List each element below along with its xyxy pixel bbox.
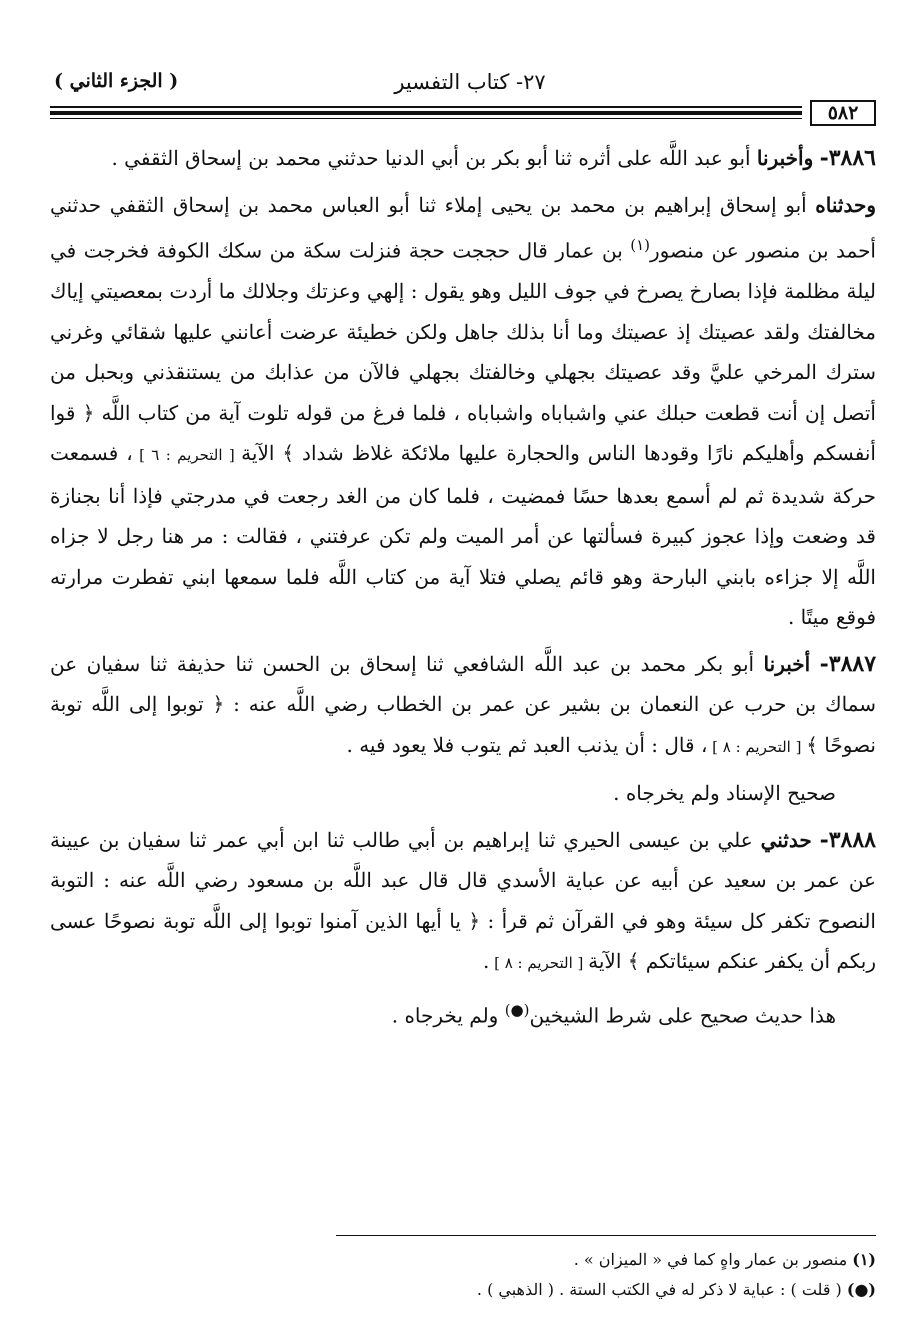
paragraph-text: أبو بكر محمد بن عبد اللَّه الشافعي ثنا إسحاق بن الحسن ثنا حذيفة ثنا سفيان عن سماك بن حرب عن النعمان بن بشير عن عمر بن الخطاب رضي اللَّه عنه : ﴿ توبوا إلى اللَّه توبة نصوحًا ﴾ (50, 651, 876, 757)
hadith-number: ٣٨٨٧- (819, 650, 877, 677)
hadith-3886 (50, 138, 876, 179)
running-header (50, 68, 876, 98)
hadith-3887 (50, 644, 876, 768)
rule-line (50, 118, 802, 119)
paragraph-text: . (482, 949, 490, 974)
paragraph-text: ، قال : أن يذنب العبد ثم يتوب فلا يعود فيه . (346, 732, 708, 757)
paragraph-text: هذا حديث صحيح على شرط الشيخين (529, 1003, 836, 1028)
footnote-ref[interactable]: (●) (504, 1000, 530, 1019)
verse-reference: [ التحريم : ٨ ] (707, 737, 807, 756)
paragraph-text: أبو عبد اللَّه على أثره ثنا أبو بكر بن أبي الدنيا حدثني محمد بن إسحاق الثقفي . (111, 146, 757, 170)
narration-keyword: وأخبرنا (756, 146, 814, 170)
paragraph-text: ، فسمعت حركة شديدة ثم لم أسمع بعدها حسًا فمضيت ، فلما كان من الغد رجعت في مدرجتي فإذا أنا بجنازة قد وضعت وإذا عجوز كبيرة فسألتها عن أمر الميت ولم تكن عرفتني ، فقالت : مر هنا رجل لا جزاه اللَّه إلا جزاءه بابني البارحة وهو قائم يصلي فتلا آية من كتاب اللَّه فلما سمعها ابني تفطرت مرارته فوقع ميتًا . (50, 441, 876, 630)
grading-note (50, 773, 876, 814)
narration-keyword: أخبرنا (763, 651, 811, 676)
volume-label: ( الجزء الثاني ) (54, 70, 179, 92)
footnote-text: ( قلت ) : عباية لا ذكر له في الكتب الستة . ( الذهبي ) . (476, 1280, 847, 1299)
page (50, 60, 876, 1310)
paragraph-text: صحيح الإسناد ولم يخرجاه . (613, 781, 836, 806)
paragraph-text: بن عمار قال حججت حجة فنزلت سكة من سكك الكوفة فخرجت في ليلة مظلمة فإذا بصارخ يصرخ في جوف الليل وهو يقول : إلهي وعزتك وجلالك ما أردت بمعصيتي إياك مخالفتك ولقد عصيتك إذ عصيتك وما أنا بذلك جاهل ولكن خطيئة عرضت أعانني عليها شقائي وغرني سترك المرخي عليَّ وقد عصيتك بجهلي وخالفتك بجهلي فالآن من عذابك من يستنقذني وبحبل من أتصل إن أنت قطعت حبلك عني واشباباه واشباباه ، فلما فرغ من قوله تلوت آية من كتاب اللَّه ﴿ قوا أنفسكم وأهليكم نارًا وقودها الناس والحجارة عليها ملائكة غلاظ شداد ﴾ الآية (50, 238, 876, 466)
footnote-separator (336, 1235, 876, 1236)
main-text (50, 138, 876, 1042)
verse-reference: [ التحريم : ٨ ] (489, 954, 589, 973)
page-number: ٥٨٢ (810, 100, 876, 126)
hadith-3886-chain-2 (50, 185, 876, 638)
footnote-text: منصور بن عمار واهٍ كما في « الميزان » . (573, 1250, 853, 1269)
narration-keyword: حدثني (760, 827, 812, 852)
verse-reference: [ التحريم : ٦ ] (132, 446, 242, 465)
footnote-2 (50, 1275, 876, 1305)
footnote-1 (50, 1245, 876, 1275)
narration-keyword: وحدثناه (815, 192, 876, 217)
rule-line (50, 106, 802, 108)
hadith-number: ٣٨٨٦- (819, 145, 876, 171)
rule-line (50, 111, 802, 115)
hadith-3888 (50, 820, 876, 984)
grading-note (50, 990, 876, 1036)
footnote-mark: (●) (846, 1280, 876, 1299)
book-title: ٢٧- كتاب التفسير (394, 70, 546, 94)
hadith-number: ٣٨٨٨- (819, 826, 876, 853)
footnote-mark: (١) (852, 1250, 876, 1269)
paragraph-text: أبو إسحاق إبراهيم بن محمد بن يحيى إملاء ثنا أبو العباس محمد بن إسحاق الثقفي حدثني أحمد بن منصور عن منصور (50, 192, 876, 263)
header-rule (50, 100, 876, 124)
paragraph-text: ولم يخرجاه . (391, 1003, 505, 1028)
footnotes (50, 1245, 876, 1305)
paragraph-text: علي بن عيسى الحيري ثنا إبراهيم بن أبي طالب ثنا ابن أبي عمر ثنا سفيان بن عيينة عن عمر بن سعيد عن أبيه عن عباية الأسدي قال قال عبد اللَّه بن مسعود رضي اللَّه عنه : التوبة النصوح تكفر كل سيئة وهو في القرآن ثم قرأ : ﴿ يا أيها الذين آمنوا توبوا إلى اللَّه توبة نصوحًا عسى ربكم أن يكفر عنكم سيئاتكم ﴾ الآية (50, 827, 876, 974)
footnote-ref[interactable]: (١) (630, 236, 651, 254)
